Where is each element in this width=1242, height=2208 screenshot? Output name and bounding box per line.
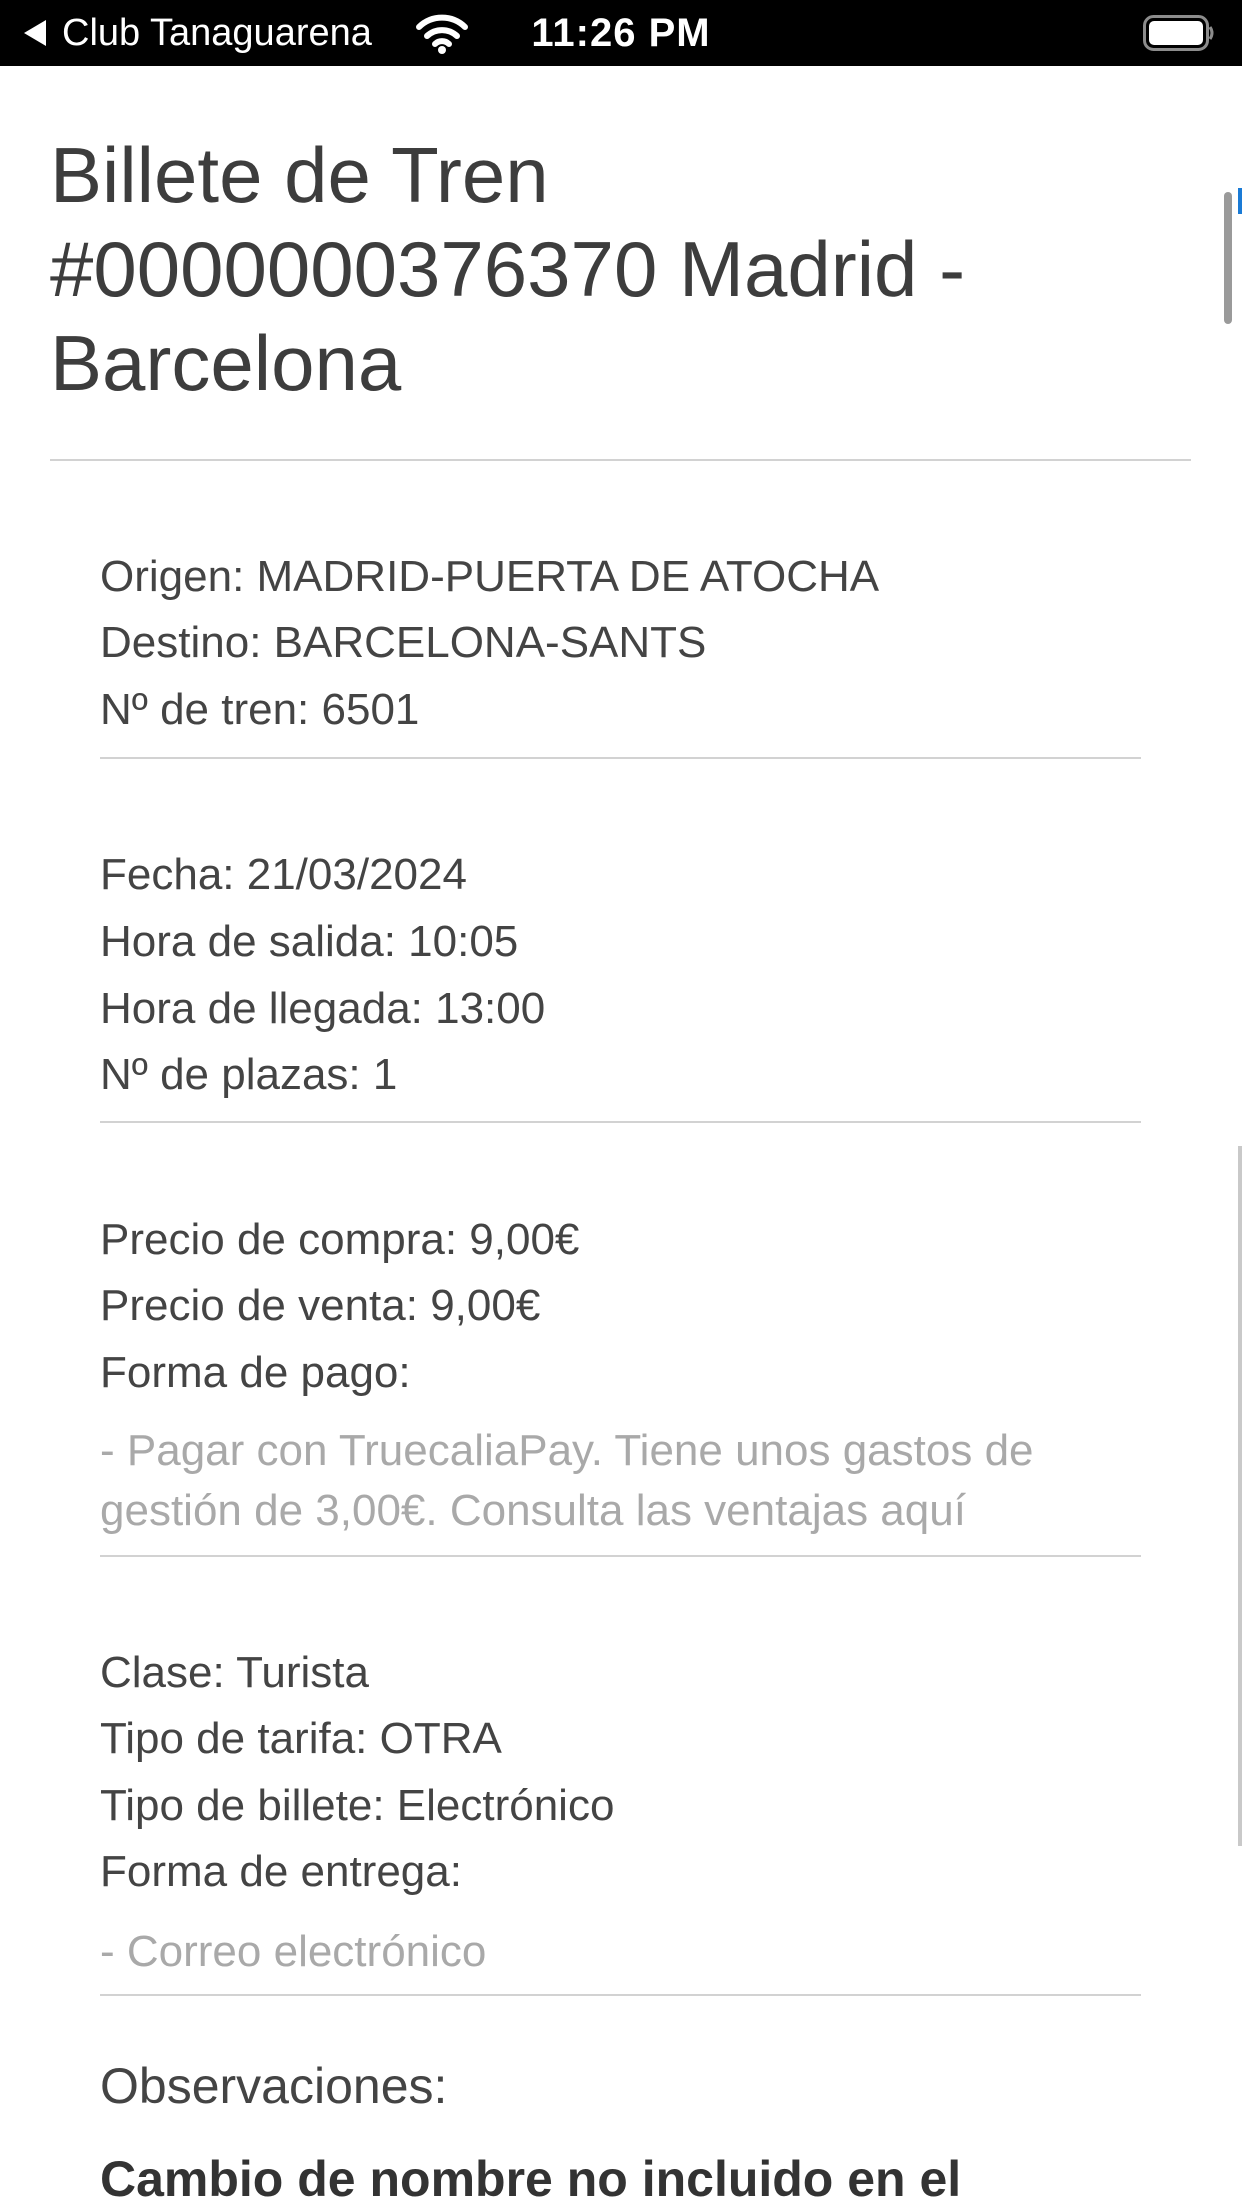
section-divider bbox=[100, 1555, 1141, 1557]
ticket-type-text: Tipo de billete: Electrónico bbox=[100, 1781, 615, 1830]
edge-marker bbox=[1238, 1146, 1242, 1846]
origin-text: Origen: MADRID-PUERTA DE ATOCHA bbox=[100, 552, 880, 601]
section-divider bbox=[100, 1994, 1141, 1996]
arrival-time-text: Hora de llegada: 13:00 bbox=[100, 984, 546, 1033]
ticket-detail-page bbox=[0, 66, 1242, 2208]
payment-method-option[interactable]: - Pagar con TruecaliaPay. Tiene unos gastos de gestión de 3,00€. Consulta las ventajas aquí bbox=[100, 1426, 1034, 1535]
back-app-label: Club Tanaguarena bbox=[62, 11, 372, 54]
fare-type-text: Tipo de tarifa: OTRA bbox=[100, 1714, 502, 1763]
delivery-method-label: Forma de entrega: bbox=[100, 1847, 462, 1896]
edge-marker bbox=[1238, 188, 1242, 214]
payment-method-label: Forma de pago: bbox=[100, 1348, 411, 1397]
delivery-method-option: - Correo electrónico bbox=[100, 1927, 487, 1976]
observations-heading: Observaciones: bbox=[100, 2058, 448, 2114]
purchase-price-text: Precio de compra: 9,00€ bbox=[100, 1215, 580, 1264]
departure-time-text: Hora de salida: 10:05 bbox=[100, 917, 519, 966]
title-divider bbox=[50, 459, 1191, 461]
sale-price-text: Precio de venta: 9,00€ bbox=[100, 1281, 541, 1330]
destination-text: Destino: BARCELONA-SANTS bbox=[100, 618, 707, 667]
section-divider bbox=[100, 1121, 1141, 1123]
train-number-text: Nº de tren: 6501 bbox=[100, 685, 420, 734]
seats-text: Nº de plazas: 1 bbox=[100, 1050, 398, 1099]
battery-icon bbox=[1143, 15, 1215, 51]
status-time: 11:26 PM bbox=[531, 11, 711, 55]
status-bar bbox=[0, 0, 1242, 66]
class-text: Clase: Turista bbox=[100, 1648, 369, 1697]
vertical-scrollbar[interactable] bbox=[1224, 192, 1232, 324]
section-divider bbox=[100, 757, 1141, 759]
date-text: Fecha: 21/03/2024 bbox=[100, 850, 467, 899]
page-title: Billete de Tren #0000000376370 Madrid - Barcelona bbox=[50, 131, 966, 407]
observations-note: Cambio de nombre no incluido en el bbox=[100, 2151, 962, 2207]
